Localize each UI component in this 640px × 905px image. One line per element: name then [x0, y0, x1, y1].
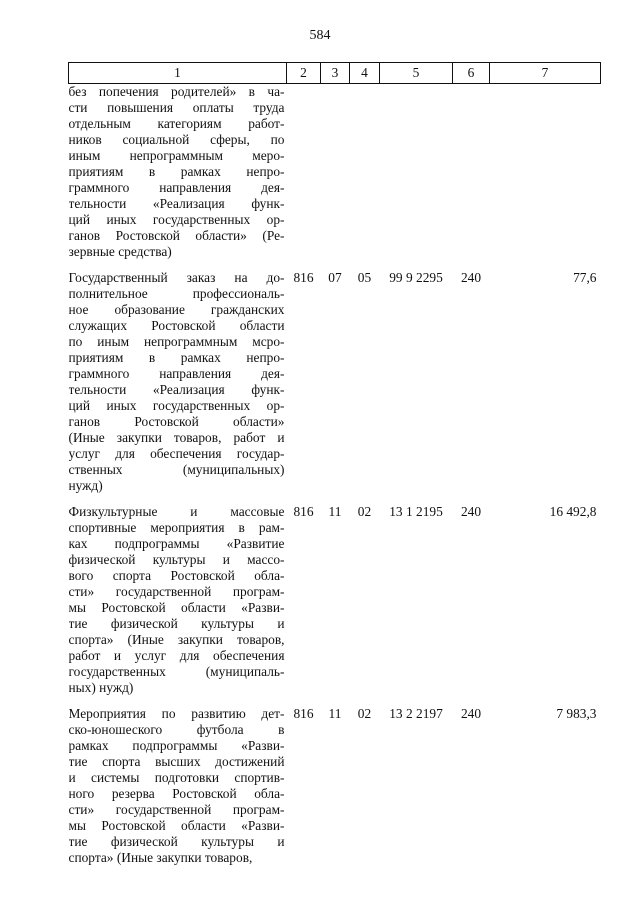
description-line: ганов Ростовской области»: [68, 414, 285, 429]
section-code-cell: [321, 84, 350, 271]
description-line: зервные средства): [68, 244, 172, 259]
table-body: [69, 84, 601, 877]
table-row: [69, 84, 601, 271]
description-line: спортивные мероприятия в рам-: [68, 520, 285, 535]
description-line: нужд): [68, 478, 103, 493]
section-code-cell: 11: [328, 706, 342, 721]
description-line: Государственный заказ на до-: [68, 270, 285, 285]
description-line: иным непрограммным меро-: [68, 148, 285, 163]
description-line: вого спорта Ростовской обла-: [68, 568, 285, 583]
expense-type-cell: 240: [460, 504, 482, 519]
description-line: (Иные закупки товаров, работ и: [68, 430, 285, 445]
ministry-code-cell: 816: [293, 504, 314, 519]
description-line: рамках подпрограммы «Разви-: [68, 738, 285, 753]
description-line: услуг для обеспечения государ-: [68, 446, 285, 461]
description-line: ций иных государственных ор-: [68, 212, 285, 227]
description-line: ное образование гражданских: [68, 302, 285, 317]
row-description: [69, 270, 287, 504]
description-line: и системы подготовки спортив-: [68, 770, 285, 785]
amount-cell: 16 492,8: [549, 504, 597, 519]
column-header-2: 2: [287, 63, 321, 84]
description-line: приятиям в рамках непро-: [68, 164, 285, 179]
description-line: тие спорта высших достижений: [68, 754, 285, 769]
table-row: [69, 706, 601, 876]
description-line: без попечения родителей» в ча-: [68, 84, 285, 99]
amount-cell: 7 983,3: [556, 706, 597, 721]
subsection-code-cell: 05: [357, 270, 372, 285]
table-row: [69, 504, 601, 706]
ministry-code-cell: [287, 84, 321, 271]
target-article-cell: 13 1 2195: [389, 504, 443, 519]
description-line: спорта» (Иные закупки товаров,: [68, 850, 253, 865]
description-line: мы Ростовской области «Разви-: [68, 818, 285, 833]
description-line: тие физической культуры и: [68, 616, 285, 631]
column-header-4: 4: [350, 63, 380, 84]
description-line: Мероприятия по развитию дет-: [68, 706, 285, 721]
description-line: ников социальной сферы, по: [68, 132, 285, 147]
description-line: государственных (муниципаль-: [68, 664, 285, 679]
description-line: физической культуры и массо-: [68, 552, 285, 567]
amount-cell: [490, 84, 601, 271]
description-line: по иным непрограммным мсро-: [68, 334, 285, 349]
target-article-cell: 99 9 2295: [389, 270, 443, 285]
description-line: служащих Ростовской области: [68, 318, 285, 333]
target-article-cell: [380, 84, 453, 271]
description-line: Физкультурные и массовые: [68, 504, 285, 519]
description-line: ных) нужд): [68, 680, 134, 695]
subsection-code-cell: [350, 84, 380, 271]
page-number: 584: [309, 28, 331, 43]
row-description: [69, 84, 287, 271]
subsection-code-cell: 02: [357, 706, 372, 721]
description-line: сти повышения оплаты труда: [68, 100, 285, 115]
description-line: тельности «Реализация функ-: [68, 196, 285, 211]
description-line: ственных (муниципальных): [68, 462, 285, 477]
section-code-cell: 07: [328, 270, 342, 285]
expense-type-cell: 240: [460, 270, 482, 285]
description-line: тие физической культуры и: [68, 834, 285, 849]
description-line: ций иных государственных ор-: [68, 398, 285, 413]
ministry-code-cell: 816: [293, 706, 314, 721]
expense-type-cell: [453, 84, 490, 271]
row-description: [69, 706, 287, 876]
column-header-5: 5: [380, 63, 453, 84]
description-line: тельности «Реализация функ-: [68, 382, 285, 397]
description-line: приятиям в рамках непро-: [68, 350, 285, 365]
description-line: граммного направления дея-: [68, 180, 285, 195]
subsection-code-cell: 02: [357, 504, 372, 519]
section-code-cell: 11: [328, 504, 342, 519]
row-description: [69, 504, 287, 706]
amount-cell: 77,6: [573, 270, 597, 285]
description-line: сти» государственной програм-: [68, 584, 285, 599]
description-line: работ и услуг для обеспечения: [68, 648, 285, 663]
table-row: [69, 270, 601, 504]
target-article-cell: 13 2 2197: [389, 706, 443, 721]
description-line: ганов Ростовской области» (Ре-: [68, 228, 285, 243]
description-line: спорта» (Иные закупки товаров,: [68, 632, 285, 647]
description-line: ско-юношеского футбола в: [68, 722, 285, 737]
ministry-code-cell: 816: [293, 270, 314, 285]
description-line: мы Ростовской области «Разви-: [68, 600, 285, 615]
description-line: граммного направления дея-: [68, 366, 285, 381]
description-line: ках подпрограммы «Развитие: [68, 536, 285, 551]
description-line: полнительное профессиональ-: [68, 286, 285, 301]
column-header-7: 7: [490, 63, 601, 84]
description-line: отдельным категориям работ-: [68, 116, 285, 131]
expense-type-cell: 240: [460, 706, 482, 721]
budget-table: [68, 62, 601, 876]
column-header-1: 1: [69, 63, 287, 84]
description-line: сти» государственной програм-: [68, 802, 285, 817]
table-header-row: [69, 63, 601, 84]
column-header-3: 3: [321, 63, 350, 84]
column-header-6: 6: [453, 63, 490, 84]
description-line: ного резерва Ростовской обла-: [68, 786, 285, 801]
